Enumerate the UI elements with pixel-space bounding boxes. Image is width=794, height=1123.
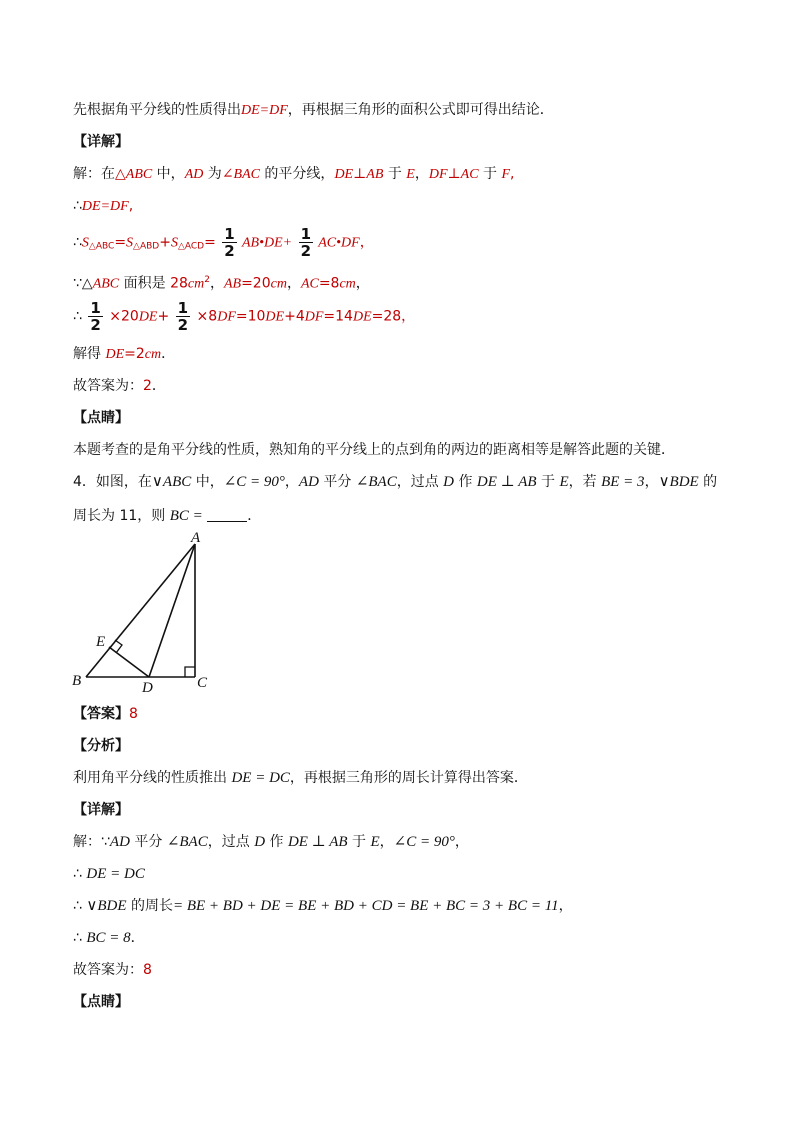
label-e: E: [96, 634, 106, 650]
text: ，: [558, 898, 573, 914]
text: ，: [644, 474, 659, 490]
text: ，: [286, 275, 301, 292]
question-4-line-1: [73, 472, 717, 492]
value: 28: [170, 275, 188, 292]
math: DE⊥AB: [334, 167, 384, 182]
math: DE: [138, 309, 158, 325]
math: BC = 8: [86, 930, 131, 946]
unit: cm: [187, 276, 205, 292]
segment-de: [109, 647, 149, 677]
text: ，过点: [396, 474, 444, 490]
analysis-heading-4: 【分析】: [73, 738, 129, 754]
math: DE: [265, 309, 285, 325]
numerator: 1: [300, 225, 311, 243]
answer-value: 2: [143, 378, 152, 394]
bisector-ad: [149, 544, 195, 677]
text: ,: [510, 166, 515, 182]
math: AD: [298, 474, 319, 490]
unit: cm: [339, 276, 356, 292]
unit: cm: [270, 276, 287, 292]
math: DE = DC: [86, 866, 145, 882]
text: ，: [379, 834, 394, 850]
math: AC: [300, 276, 319, 292]
text: 4．如图，在: [73, 474, 152, 490]
text: 的: [698, 474, 718, 490]
subscript: △ABD: [133, 241, 160, 252]
text: 利用角平分线的性质推出: [73, 770, 232, 786]
text: 于: [347, 834, 371, 850]
text: 为: [203, 166, 222, 182]
math: BDE: [97, 898, 127, 914]
analysis-line-3: [73, 100, 554, 121]
text: ，若: [568, 474, 602, 490]
text: 解：∵: [73, 834, 110, 850]
detail-line-6: [73, 344, 175, 365]
text: =14: [323, 308, 353, 325]
math-de-df: DE=DF: [241, 103, 288, 118]
math-triangle-bde: ∨BDE: [86, 898, 127, 914]
numerator: 1: [224, 225, 235, 243]
value: =20: [241, 275, 271, 292]
detail-4-line-3: [73, 896, 573, 916]
text: =: [114, 234, 127, 251]
text: +4: [284, 308, 305, 325]
answer-blank: [207, 521, 247, 522]
detail-line-3: [73, 226, 374, 263]
math: ABC: [92, 276, 120, 292]
math: AC•DF: [315, 235, 360, 251]
therefore-symbol: ∴: [73, 866, 82, 882]
numerator: 1: [90, 299, 101, 317]
detail-line-2: [73, 196, 133, 217]
answer-4: [73, 704, 138, 724]
text: ×8: [192, 308, 218, 325]
text: 解得: [73, 346, 106, 362]
math: S: [170, 235, 178, 251]
fraction-one-half: [222, 226, 236, 259]
math: = BE + BD + DE = BE + BD + CD = BE + BC = 3 + BC = 11: [172, 898, 559, 914]
math: S: [81, 235, 89, 251]
text: 中，: [152, 166, 185, 182]
fraction-one-half: [176, 300, 190, 333]
triangle-symbol: △: [81, 275, 93, 292]
math: AD: [184, 167, 204, 182]
detail-heading-4: 【详解】: [73, 802, 129, 818]
label-a: A: [191, 530, 201, 546]
math: BE = 3: [601, 474, 645, 490]
math: ∠BAC: [221, 167, 260, 182]
text: ×20: [104, 308, 139, 325]
text: =: [204, 234, 216, 251]
text: ，: [209, 275, 224, 292]
text: =28，: [371, 308, 416, 325]
text: 于: [536, 474, 560, 490]
math: D: [254, 834, 266, 850]
answer-line-3: [73, 376, 166, 396]
text: ．: [151, 378, 166, 394]
text: ，: [454, 834, 469, 850]
detail-4-line-4: [73, 928, 145, 948]
text: ，再根据三角形的周长计算得出答案．: [289, 770, 528, 786]
text: ．: [130, 930, 145, 946]
text: 的平分线，: [259, 166, 335, 182]
side-ab: [86, 544, 195, 677]
text: 中，: [191, 474, 224, 490]
answer-value: 8: [143, 962, 152, 978]
text: +: [159, 234, 171, 251]
math: ∠BAC: [166, 834, 208, 850]
triangle-symbol: △: [115, 166, 126, 182]
text: 解：在: [73, 166, 115, 182]
text: 面积是: [119, 275, 171, 292]
text: =10: [235, 308, 266, 325]
math: S: [126, 235, 134, 251]
math: ABC: [125, 167, 153, 182]
detail-line-1: [73, 164, 514, 185]
detail-line-4: [73, 270, 370, 295]
subscript: △ACD: [177, 241, 205, 252]
text: 平分: [129, 834, 167, 850]
math: DF⊥AC: [428, 167, 479, 182]
numerator: 1: [177, 299, 189, 317]
text: ．: [247, 508, 262, 524]
detail-heading-3: 【详解】: [73, 134, 129, 150]
math: F: [501, 167, 511, 182]
math: ∠C = 90°: [393, 834, 455, 850]
answer-heading: 【答案】: [73, 706, 129, 722]
answer-line-4: [73, 960, 152, 980]
denominator: 2: [300, 242, 311, 260]
text: 于: [383, 166, 407, 182]
math: E: [370, 834, 380, 850]
math: DE ⊥ AB: [287, 834, 348, 850]
text: 平分: [318, 474, 356, 490]
math: DF: [304, 309, 324, 325]
math-triangle-abc: ∨ABC: [151, 474, 192, 490]
math: ∠C = 90°: [223, 474, 285, 490]
text: ，: [355, 275, 370, 292]
detail-4-line-1: [73, 832, 469, 852]
text: 故答案为：: [73, 378, 143, 394]
therefore-symbol: ∴: [73, 898, 82, 914]
triangle-figure: [66, 528, 226, 694]
math: E: [559, 474, 569, 490]
text: 故答案为：: [73, 962, 143, 978]
text: 周长为 11，则: [73, 508, 170, 524]
value: =2: [124, 346, 145, 362]
answer-value: 8: [129, 706, 138, 722]
math: AB•DE+: [238, 235, 293, 251]
denominator: 2: [90, 316, 101, 334]
detail-4-line-2: [73, 864, 145, 884]
math: ABC: [162, 474, 192, 490]
math: DE ⊥ AB: [476, 474, 537, 490]
label-d: D: [142, 680, 153, 694]
text: ，: [359, 234, 374, 251]
text: 作: [454, 474, 477, 490]
math: AD: [109, 834, 130, 850]
fraction-one-half: [299, 226, 313, 259]
math: BDE: [669, 474, 699, 490]
text: ，: [284, 474, 299, 490]
right-angle-mark-c: [185, 667, 195, 677]
therefore-symbol: ∴: [73, 234, 82, 251]
text: ，过点: [207, 834, 255, 850]
text: +: [157, 308, 170, 325]
math: DF: [217, 309, 236, 325]
math: BC =: [169, 508, 203, 524]
therefore-symbol: ∴: [73, 308, 82, 325]
math: D: [443, 474, 455, 490]
comment-text-3: 本题考查的是角平分线的性质，熟知角的平分线上的点到角的两边的距离相等是解答此题的关键．: [73, 442, 675, 458]
subscript: △ABC: [88, 241, 115, 252]
math-triangle-bde: ∨BDE: [658, 474, 699, 490]
label-c: C: [197, 675, 208, 691]
text: ，再根据三角形的面积公式即可得出结论．: [287, 102, 554, 118]
comment-heading-4: 【点睛】: [73, 994, 129, 1010]
math: DE = DC: [231, 770, 290, 786]
superscript: 2: [204, 275, 210, 285]
analysis-line-4: [73, 768, 528, 788]
therefore-symbol: ∴: [73, 198, 82, 214]
text: ,: [128, 198, 134, 214]
text: 于: [478, 166, 502, 182]
text: ．: [161, 346, 176, 362]
value: =8: [318, 275, 340, 292]
unit: cm: [144, 347, 162, 362]
label-b: B: [72, 673, 82, 689]
detail-line-5: [73, 300, 415, 334]
math: E: [406, 167, 415, 182]
fraction-one-half: [88, 300, 102, 333]
therefore-symbol: ∴: [73, 930, 82, 946]
text: 的周长: [126, 898, 173, 914]
denominator: 2: [177, 316, 189, 334]
math: DE: [352, 309, 372, 325]
text: 作: [265, 834, 288, 850]
question-4-line-2: [73, 506, 261, 526]
text: ，: [414, 166, 429, 182]
math: ∠BAC: [355, 474, 397, 490]
text: 先根据角平分线的性质得出: [73, 102, 241, 118]
denominator: 2: [224, 242, 235, 260]
right-angle-mark-e: [115, 640, 122, 653]
math: DE: [105, 347, 125, 362]
comment-heading-3: 【点睛】: [73, 410, 129, 426]
math: AB: [223, 276, 242, 292]
because-symbol: ∵: [73, 275, 82, 292]
math: DE=DF: [81, 199, 129, 214]
